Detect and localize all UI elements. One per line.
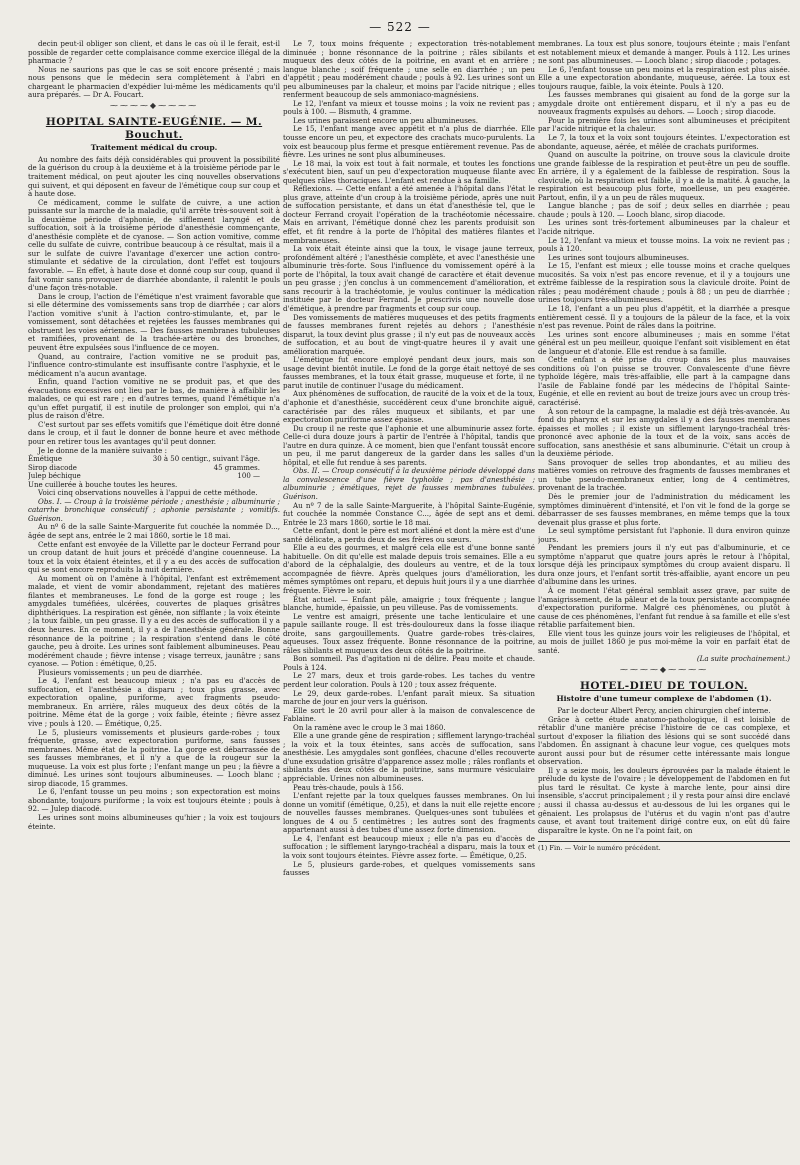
body-paragraph: membranes. La toux est plus sonore, toujours éteinte ; mais l'enfant est notablement mieux et demande à manger. Pouls à 112. Les urines ne sont pas albumineuses. — Looch blanc ; sirop diacode ; potages.: [538, 40, 790, 66]
hospital-heading: HOPITAL SAINTE-EUGÉNIE. — M. Bouchut.: [45, 116, 263, 142]
formula-note: Une cuillerée à bouche toutes les heures.: [28, 479, 178, 489]
section-subtitle: Traitement médical du croup.: [90, 143, 218, 153]
body-paragraph: C'est surtout par ses effets vomitifs que l'émétique doit être donné dans le croup, et il faut le donner de bonne heure et avec méthode pour en retirer tous les avantages qu'il peut donner.: [28, 419, 280, 446]
body-paragraph: Langue blanche ; pas de soif ; deux selles en diarrhée ; peau chaude ; pouls à 120. — Looch blanc, sirop diacode.: [538, 201, 790, 219]
column-1: [28, 40, 280, 1152]
column-2: [283, 40, 535, 1152]
body-paragraph: Le 12, l'enfant va mieux et tousse moins. La voix ne revient pas ; pouls à 120.: [538, 235, 790, 254]
body-paragraph: Il y a seize mois, les douleurs éprouvées par la malade étaient le prélude du kyste de l'ovaire ; le développement de l'abdomen en fut plus tard le résultat. Ce kyste à marche lente, pour ainsi dire insensible, s'accrut principalement ; il y resta pour ainsi dire enclavé ; aussi il chassa au-dessus et au-dessous de lui les organes qui le gênaient. Les prolapsus de l'utérus et du vagin n'ont pas d'autre cause, et avant tout traitement dirigé contre eux, on eût dû faire disparaître le kyste. On ne l'a point fait, on: [538, 765, 790, 835]
body-paragraph: Dès le premier jour de l'administration du médicament les symptômes diminuèrent d'intensité, et l'on vit le fond de la gorge se débarrasser de ses fausses membranes, en même temps que la toux devenait plus grasse et plus forte.: [538, 491, 790, 527]
body-paragraph: Le 12, l'enfant va mieux et tousse moins ; la voix ne revient pas ; pouls à 100. — Bismuth, 4 gramme.: [283, 98, 535, 117]
body-paragraph: Les fausses membranes qui gisaient au fond de la gorge sur la amygdale droite ont entièrement disparu, et il n'y a pas eu de nouveaux fragments expulsés au dehors. — Looch ; sirop diacode.: [538, 90, 790, 117]
body-paragraph: Les urines paraissent encore un peu albumineuses.: [293, 115, 478, 125]
obs-paragraph: Au moment où on l'amène à l'hôpital, l'enfant est extrêmement malade, et vient de vomir abondamment, rejetant des matières filantes et membraneuses. Le fond de la gorge est rouge ; les amygdales tuméfiées, ulcérées, couvertes de plaques grisâtres diphthériques. La respiration est gênée, non sifflante ; la voix éteinte ; la toux faible, un peu grasse. Il y a eu des accès de suffocation il y a deux heures. En ce moment, il y a de l'anesthésie générale. Bonne résonnance de la poitrine ; la respiration s'entend dans le côté gauche, peu à droite. Les urines sont faiblement albumineuses. Peau modérément chaude ; fièvre intense ; visage terreux, jaunâtre ; sans cyanose. — Potion : émétique, 0,25.: [28, 573, 280, 669]
author-line: Par le docteur Albert Percy, ancien chirurgien chef interne.: [557, 706, 771, 716]
body-paragraph: Les urines sont encore albumineuses ; mais en somme l'état général est un peu meilleur, quoique l'enfant soit visiblement en état de langueur et d'atonie. Elle est rendue à sa famille.: [538, 329, 790, 356]
body-paragraph: Enfin, quand l'action vomitive ne se produit pas, et que des évacuations excessives ont lieu par le bas, de manière à affaiblir les malades, ce qui est rare ; en d'autres termes, quand l'émétique n'a qu'un effet purgatif, il est inutile de prolonger son emploi, qui n'a plus de raison d'être.: [28, 377, 280, 421]
obs-paragraph: Elle a eu des gourmes, et malgré cela elle est d'une bonne santé habituelle. On dit qu'elle est malade depuis trois semaines. Elle a eu d'abord de la céphalalgie, des douleurs au ventre, et de la toux accompagnée de fièvre. Après quelques jours d'amélioration, les mêmes symptômes ont reparu, et depuis huit jours il y a une diarrhée fréquente. Fièvre le soir.: [283, 543, 535, 595]
body-paragraph: Le 7, toux moins fréquente ; expectoration très-notablement diminuée ; bonne résonnance de la poitrine ; râles sibilants et muqueux des deux côtés de la poitrine, en avant et en arrière ; langue blanche ; soif fréquente ; une selle en diarrhée ; un peu d'appétit ; peau modérément chaude ; pouls à 92. Les urines sont un peu albumineuses par la chaleur, et moins par l'acide nitrique ; elles renferment beaucoup de sels ammoniaco-magnésiens.: [283, 40, 535, 100]
body-paragraph: Je le donne de la manière suivante :: [38, 445, 167, 455]
obs-paragraph: Le 5, plusieurs garde-robes, et quelques vomissements sans fausses: [283, 859, 535, 878]
body-paragraph: Pendant les premiers jours il n'y eut pas d'albuminurie, et ce symptôme n'apparut que quatre jours après le retour à l'hôpital, lorsque déjà les principaux symptômes du croup avaient disparu. Il dura onze jours, et l'enfant sortit très-affaiblie, ayant encore un peu d'albumine dans les urines.: [538, 543, 790, 587]
page-number: — 522 —: [369, 20, 431, 34]
body-paragraph: Le 18, l'enfant a un peu plus d'appétit, et la diarrhée a presque entièrement cessé. Il y a toujours de la pâleur de la face, et la voix n'est pas revenue. Point de râles dans la poitrine.: [538, 303, 790, 331]
formula-row: [28, 464, 280, 473]
formula-qty: 30 à 50 centigr., suivant l'âge.: [152, 455, 260, 464]
body-paragraph: Ce médicament, comme le sulfate de cuivre, a une action puissante sur la marche de la maladie, qu'il arrête très-souvent soit à la deuxième période d'aphonie, de sifflement laryngé et de suffocation, soit à la troisième période d'anesthésie commençante, d'anesthésie complète et de cyanose. — Son action vomitive, comme celle du sulfate de cuivre, contribue beaucoup à ce résultat, mais il a sur le sulfate de cuivre l'avantage d'exercer une action contro-stimulante et sédative de la circulation, dont l'effet est toujours favorable. — En effet, à haute dose et donné coup sur coup, quand il fait vomir sans provoquer de diarrhée abondante, il ralentit le pouls d'une façon très-notable.: [28, 197, 280, 293]
body-paragraph: Le 6, l'enfant tousse un peu moins et la respiration est plus aisée. Elle a une expectoration abondante, muqueuse, aérée. La toux est toujours rauque, faible, la voix éteinte. Pouls à 120.: [538, 64, 790, 91]
obs-paragraph: Cette enfant, dont le père est mort aliéné et dont la mère est d'une santé délicate, a perdu deux de ses frères ou sœurs.: [283, 526, 535, 544]
body-paragraph: Sans provoquer de selles trop abondantes, et au milieu des matières vomies on retrouve des fragments de fausses membranes et un tube pseudo-membraneux entier, long de 4 centimètres, provenant de la trachée.: [538, 457, 790, 493]
obs-paragraph: Les urines sont moins albumineuses qu'hier ; la voix est toujours éteinte.: [28, 813, 280, 831]
obs-paragraph: Le 6, l'enfant tousse un peu moins ; son expectoration est moins abondante, toujours puriforme ; la voix est toujours éteinte ; pouls à 92. — Julep diacodé.: [28, 787, 280, 814]
formula-item: Sirop diacode: [28, 463, 77, 472]
formula-row: [28, 455, 280, 464]
body-paragraph: Le 15, l'enfant est mieux ; elle tousse moins et crache quelques mucosités. Sa voix n'est pas encore revenue, et il y a toujours une extrême faiblesse de la respiration sous la clavicule droite. Point de râles ; peau modérément chaude ; pouls à 88 ; un peu de diarrhée ; urines toujours très-albumineuses.: [538, 261, 790, 305]
obs-paragraph: Elle sort le 20 avril pour aller à la maison de convalescence de Fablaine.: [283, 705, 535, 724]
obs-paragraph: Le 27 mars, deux et trois garde-robes. Les taches du ventre perdent leur coloration. Pouls à 120 ; toux assez fréquente.: [283, 671, 535, 690]
body-paragraph: Quand on ausculte la poitrine, on trouve sous la clavicule droite une grande faiblesse de la respiration et peut-être un peu de souffle. En arrière, il y a également de la faiblesse de respiration. Sous la clavicule, où la respiration est faible, il y a de la matité. À gauche, la respiration est beaucoup plus forte, moelleuse, un peu exagérée. Partout, enfin, il y a un peu de râles muqueux.: [538, 150, 790, 202]
formula-qty: 100 —: [237, 472, 260, 481]
intro-paragraph-1: decin peut-il obliger son client, et dans le cas où il le ferait, est-il possible de regarder cette complaisance comme exercice illégal de la pharmacie ?: [28, 40, 280, 66]
obs-paragraph: Le ventre est amaigri, présente une tache lenticulaire et une papule saillante rouge. Il est très-douloureux dans la fosse iliaque droite, sans gargouillements. Quatre garde-robes très-claires, aqueuses. Toux assez fréquente. Bonne résonnance de la poitrine, râles sibilants et muqueux des deux côtés de la poitrine.: [283, 611, 535, 655]
observations-intro: Voici cinq observations nouvelles à l'appui de cette méthode.: [38, 488, 258, 498]
body-paragraph: Pour la première fois les urines sont albumineuses et précipitent par l'acide nitrique et la chaleur.: [538, 115, 790, 134]
obs-paragraph: Le 5, plusieurs vomissements et plusieurs garde-robes ; toux fréquente, grasse, avec expectoration puriforme, sans fausses membranes. Même état de la poitrine. La gorge est débarrassée de ses fausses membranes, et il n'y a que de la rougeur sur la muqueuse. La voix est plus forte ; l'enfant mange un peu ; la fièvre a diminué. Les urines sont toujours albumineuses. — Looch blanc ; sirop diacode, 15 grammes.: [28, 727, 280, 788]
body-paragraph: Cette enfant a été prise du croup dans les plus mauvaises conditions où l'on puisse se trouver. Convalescente d'une fièvre typhoïde légère, mais très-affaiblie, elle part à la campagne dans l'asile de Fablaine fondé par les médecins de l'hôpital Sainte-Eugénie, et elle en revient au bout de treize jours avec un croup très-caractérisé.: [538, 355, 790, 407]
body-paragraph: Le seul symptôme persistant fut l'aphonie. Il dura environ quinze jours.: [538, 526, 790, 544]
obs-paragraph: État actuel. — Enfant pâle, amaigrie ; toux fréquente ; langue blanche, humide, épaissie, un peu villeuse. Pas de vomissements.: [283, 594, 535, 613]
obs-paragraph: Le 4, l'enfant est beaucoup mieux ; elle n'a pas eu d'accès de suffocation ; le sifflement laryngo-trachéal a disparu, mais la toux et la voix sont toujours éteintes. Fièvre assez forte. — Émétique, 0,25.: [283, 833, 535, 860]
body-paragraph: Au nombre des faits déjà considérables qui prouvent la possibilité de la guérison du croup à la deuxième et à la troisième période par le traitement médical, on peut ajouter les cinq nouvelles observations qui suivent, et qui déposent en faveur de l'émétique coup sur coup et à haute dose.: [28, 154, 280, 199]
body-paragraph: Les urines sont toujours albumineuses.: [548, 252, 689, 262]
obs-paragraph: Le 4, l'enfant est beaucoup mieux ; n'a pas eu d'accès de suffocation, et l'anesthésie a disparu ; toux plus grasse, avec expectoration opaline, puriforme, avec fragments pseudo-membraneux. En arrière, râles muqueux des deux côtés de la poitrine. Même état de la gorge ; voix faible, éteinte ; fièvre assez vive ; pouls à 120. — Émétique, 0,25.: [28, 676, 280, 729]
obs-paragraph: Peau très-chaude, pouls à 156.: [293, 782, 404, 792]
body-paragraph: Le 15, l'enfant mange avec appétit et n'a plus de diarrhée. Elle tousse encore un peu, et expectore des crachats muco-purulents. La voix est beaucoup plus ferme et presque entièrement revenue. Pas de fièvre. Les urines ne sont plus albumineuses.: [283, 124, 535, 160]
body-paragraph: Quand, au contraire, l'action vomitive ne se produit pas, l'influence contro-stimulante est insuffisante contre l'asphyxie, et le médicament n'a aucun avantage.: [28, 351, 280, 378]
body-paragraph: Les urines sont très-fortement albumineuses par la chaleur et l'acide nitrique.: [538, 218, 790, 237]
body-paragraph: Le 18 mai, la voix est tout à fait normale, et toutes les fonctions s'exécutent bien, sauf un peu d'expectoration muqueuse filante avec quelques râles thoraciques. L'enfant est rendue à sa famille.: [283, 158, 535, 185]
section-subtitle-2: Histoire d'une tumeur complexe de l'abdomen (1).: [556, 694, 772, 704]
hospital-heading-2: HOTEL-DIEU DE TOULON.: [580, 680, 748, 693]
obs-paragraph: Au nº 7 de la salle Sainte-Marguerite, à l'hôpital Sainte-Eugénie, fut couchée la nommée Constance C..., âgée de sept ans et demi. Entrée le 23 mars 1860, sortie le 18 mai.: [283, 500, 535, 527]
formula-item: Julep béchique: [28, 472, 81, 481]
body-paragraph: À son retour de la campagne, la maladie est déjà très-avancée. Au fond du pharynx et sur les amygdales il y a des fausses membranes épaisses et molles ; il existe un sifflement laryngo-trachéal très-prononcé avec aphonie de la toux et de la voix, sans accès de suffocation, sans anesthésie et sans albuminurie. C'était un croup à la deuxième période.: [538, 406, 790, 459]
obs-paragraph: Plusieurs vomissements ; un peu de diarrhée.: [38, 667, 203, 677]
body-paragraph: Le 7, la toux et la voix sont toujours éteintes. L'expectoration est abondante, aqueuse, aérée, et mêlée de crachats puriformes.: [538, 133, 790, 151]
reflexions-paragraph: L'émétique fut encore employé pendant deux jours, mais son usage devint bientôt inutile. Le fond de la gorge était nettoyé de ses fausses membranes, et la toux était grasse, muqueuse et forte, il ne parut inutile de continuer l'usage du médicament.: [283, 355, 535, 390]
body-paragraph: Grâce à cette étude anatomo-pathologique, il est loisible de rétablir d'une manière précise l'histoire de ce cas complexe, et surtout d'exposer la filiation des lésions qui se sont succédé dans l'abdomen. En assignant à chacune leur vogue, ces quelques mots auront aussi pour but de résumer cette intéressante mais longue observation.: [538, 714, 790, 767]
obs-paragraph: L'enfant rejette par la toux quelques fausses membranes. On lui donne un vomitif (émétique, 0,25), et dans la nuit elle rejette encore de nouvelles fausses membranes. Quelques-unes sont tubulées et longues de 4 ou 5 centimètres ; les autres sont des fragments appartenant aussi à des tubes d'une assez forte dimension.: [283, 791, 535, 835]
body-paragraph: Dans le croup, l'action de l'émétique n'est vraiment favorable que si elle détermine des vomissements sans trop de diarrhée ; car alors l'action vomitive s'unit à l'action contro-stimulante, et, par le vomissement, sont détachées et rejetées les fausses membranes qui obstruent les voies aériennes. — Des fausses membranes tubuleuses et ramifiées, provenant de la trachée-artère ou des bronches, peuvent être expulsées sous l'influence de ce moyen.: [28, 291, 280, 352]
formula-qty: 45 grammes.: [213, 463, 260, 472]
obs-paragraph: Le 29, deux garde-robes. L'enfant paraît mieux. Sa situation marche de jour en jour vers la guérison.: [283, 688, 535, 707]
reflexions-paragraph: Du croup il ne reste que l'aphonie et une albuminurie assez forte. Celle-ci dura douze jours à partir de l'entrée à l'hôpital, tandis que l'autre en dura quinze. À ce moment, bien que l'enfant toussât encore un peu, il me parut dangereux de la garder dans les salles d'un hôpital, et elle fut rendue à ses parents.: [283, 423, 535, 467]
reflexions-paragraph: La voix était éteinte ainsi que la toux, le visage jaune terreux, profondément altéré ; l'anesthésie complète, et avec l'anesthésie une albuminurie très-forte. Sous l'influence du vomissement opéré à la porte de l'hôpital, la toux avait changé de caractère et était devenue un peu grasse ; j'en conclus à un commencement d'amélioration, et sans recourir à la trachéotomie, je voulus continuer la médication instituée par le docteur Ferrand. Je prescrivis une nouvelle dose d'émétique, à prendre par fragments et coup sur coup.: [283, 244, 535, 313]
obs-paragraph: Au nº 6 de la salle Sainte-Marguerite fut couchée la nommée D..., âgée de sept ans, entrée le 2 mai 1860, sortie le 18 mai.: [28, 522, 280, 540]
continued-notice: (La suite prochainement.): [696, 654, 790, 664]
ornament-divider: ⁓⁓⁓⁓◆⁓⁓⁓⁓: [619, 664, 709, 674]
observation-2-title: Obs. II. — Croup consécutif à la deuxième période développé dans la convalescence d'une fièvre typhoïde ; pas d'anesthésie ; albuminurie ; émétiques, rejet de fausses membranes tubulées. Guérison.: [283, 466, 535, 501]
reflexions-paragraph: Réflexions. — Cette enfant a été amenée à l'hôpital dans l'état le plus grave, atteinte d'un croup à la troisième période, après une nuit de suffocation persistante, et dans un état d'anesthésie tel, que le docteur Ferrand croyait l'opération de la trachéotomie nécessaire. Mais en arrivant, l'émétique donné chez les parents produisit son effet, et fit rendre à la porte de l'hôpital des matières filantes et membraneuses.: [283, 184, 535, 245]
reflexions-paragraph: Aux phénomènes de suffocation, de raucité de la voix et de la toux, d'aphonie et d'anesthésie, succédèrent ceux d'une bronchite aiguë, caractérisée par des râles muqueux et sibilants, et par une expectoration puriforme assez épaisse.: [283, 389, 535, 425]
footnote: (1) Fin. — Voir le numéro précédent.: [538, 841, 790, 853]
obs-paragraph: On la ramène avec le croup le 3 mai 1860.: [293, 722, 446, 732]
obs-paragraph: Bon sommeil. Pas d'agitation ni de délire. Peau moite et chaude. Pouls à 124.: [283, 654, 535, 672]
intro-paragraph-2: Nous ne saurions pas que le cas se soit encore présenté ; mais nous pensons que le médecin sera complètement à l'abri en chargeant le pharmacien d'expédier lui-même les médicaments qu'il aura préparés. — Dr A. Foucart.: [28, 64, 280, 100]
obs-paragraph: Cette enfant est envoyée de la Villette par le docteur Ferrand pour un croup datant de huit jours et précédé d'angine couenneuse. La toux et la voix étaient éteintes, et il y a eu des accès de suffocation qui se sont encore reproduits la nuit dernière.: [28, 539, 280, 575]
formula-table: [28, 455, 280, 481]
obs-paragraph: Elle a une grande gêne de respiration ; sifflement laryngo-trachéal ; la voix et la toux éteintes, sans accès de suffocation, sans anesthésie. Les amygdales sont gonflées, chacune d'elles recouverte d'une exsudation grisâtre d'apparence assez molle ; râles ronflants et sibilants des deux côtés de la poitrine, sans murmure vésiculaire appréciable. Urines non albumineuses.: [283, 731, 535, 784]
reflexions-paragraph: Des vomissements de matières muqueuses et des petits fragments de fausses membranes furent rejetés au dehors ; l'anesthésie disparut, la toux devint plus grasse ; il n'y eut pas de nouveaux accès de suffocation, et au bout de vingt-quatre heures il y avait une amélioration marquée.: [283, 312, 535, 356]
observation-1-title: Obs. I. — Croup à la troisième période ; anesthésie ; albuminurie ; catarrhe bronchique consécutif ; aphonie persistante ; vomitifs. Guérison.: [28, 496, 280, 523]
ornament-divider: ⁓⁓⁓⁓◆⁓⁓⁓⁓: [109, 100, 199, 110]
body-paragraph: À ce moment l'état général semblait assez grave, par suite de l'amaigrissement, de la pâleur et de la toux persistante accompagnée d'expectoration puriforme. Malgré ces phénomènes, ou plutôt à cause de ces phénomènes, l'enfant fut rendue à sa famille et elle s'est rétablie parfaitement bien.: [538, 586, 790, 630]
column-3: [538, 40, 790, 1152]
body-paragraph: Elle vient tous les quinze jours voir les religieuses de l'hôpital, et au mois de juillet 1860 je pus moi-même la voir en parfait état de santé.: [538, 628, 790, 655]
formula-item: Émétique: [28, 455, 63, 464]
